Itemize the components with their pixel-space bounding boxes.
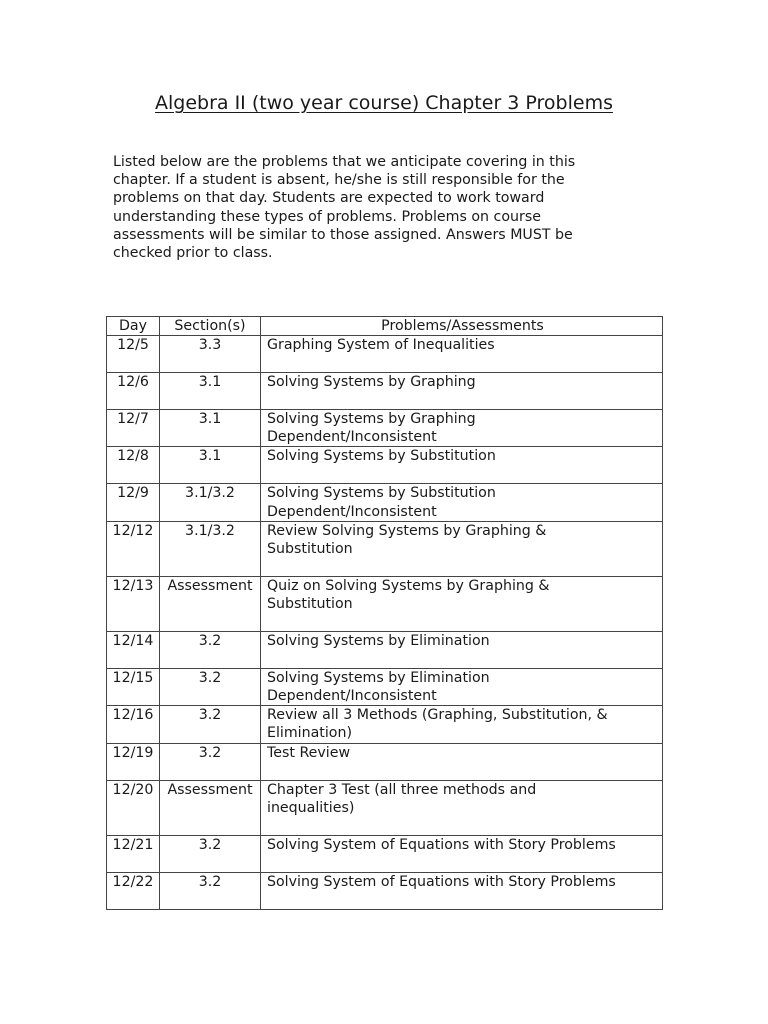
problems-cell: Solving System of Equations with Story Problems xyxy=(261,835,663,872)
page-title: Algebra II (two year course) Chapter 3 Problems xyxy=(155,92,613,114)
problems-cell: Solving Systems by Substitution Dependent/Inconsistent xyxy=(261,484,663,521)
section-cell: 3.1/3.2 xyxy=(160,521,261,576)
problems-cell: Solving Systems by Elimination Dependent/Inconsistent xyxy=(261,668,663,705)
schedule-body xyxy=(107,336,663,910)
day-cell: 12/19 xyxy=(107,743,160,780)
table-row xyxy=(107,743,663,780)
problems-cell: Solving Systems by Graphing xyxy=(261,373,663,410)
section-cell: 3.1 xyxy=(160,410,261,447)
table-row xyxy=(107,447,663,484)
problems-cell: Solving Systems by Elimination xyxy=(261,631,663,668)
day-cell: 12/8 xyxy=(107,447,160,484)
section-cell: 3.3 xyxy=(160,336,261,373)
problems-cell: Solving Systems by Substitution xyxy=(261,447,663,484)
day-cell: 12/21 xyxy=(107,835,160,872)
section-cell: 3.2 xyxy=(160,743,261,780)
section-cell: Assessment xyxy=(160,780,261,835)
section-cell: Assessment xyxy=(160,576,261,631)
day-cell: 12/9 xyxy=(107,484,160,521)
table-row xyxy=(107,484,663,521)
table-header-row xyxy=(107,317,663,336)
schedule-table xyxy=(106,316,663,910)
table-row xyxy=(107,410,663,447)
problems-cell: Review all 3 Methods (Graphing, Substitution, & Elimination) xyxy=(261,706,663,743)
section-cell: 3.2 xyxy=(160,835,261,872)
header-day: Day xyxy=(107,317,160,336)
day-cell: 12/16 xyxy=(107,706,160,743)
day-cell: 12/14 xyxy=(107,631,160,668)
day-cell: 12/22 xyxy=(107,872,160,909)
day-cell: 12/20 xyxy=(107,780,160,835)
table-row xyxy=(107,631,663,668)
section-cell: 3.2 xyxy=(160,872,261,909)
table-row xyxy=(107,780,663,835)
section-cell: 3.1/3.2 xyxy=(160,484,261,521)
table-row xyxy=(107,521,663,576)
table-row xyxy=(107,668,663,705)
day-cell: 12/6 xyxy=(107,373,160,410)
section-cell: 3.1 xyxy=(160,447,261,484)
day-cell: 12/7 xyxy=(107,410,160,447)
problems-cell: Quiz on Solving Systems by Graphing & Substitution xyxy=(261,576,663,631)
section-cell: 3.2 xyxy=(160,706,261,743)
table-row xyxy=(107,373,663,410)
problems-cell: Chapter 3 Test (all three methods and inequalities) xyxy=(261,780,663,835)
table-row xyxy=(107,706,663,743)
day-cell: 12/15 xyxy=(107,668,160,705)
table-row xyxy=(107,576,663,631)
table-row xyxy=(107,872,663,909)
problems-cell: Solving System of Equations with Story Problems xyxy=(261,872,663,909)
intro-paragraph: Listed below are the problems that we anticipate covering in this chapter. If a student is absent, he/she is still responsible for the problems on that day. Students are expected to work toward understanding these types of problems. Problems on course assessments will be similar to those assigned. Answers MUST be checked prior to class. xyxy=(113,154,576,262)
day-cell: 12/12 xyxy=(107,521,160,576)
header-section: Section(s) xyxy=(160,317,261,336)
day-cell: 12/13 xyxy=(107,576,160,631)
header-problems: Problems/Assessments xyxy=(261,317,663,336)
day-cell: 12/5 xyxy=(107,336,160,373)
problems-cell: Test Review xyxy=(261,743,663,780)
problems-cell: Solving Systems by Graphing Dependent/Inconsistent xyxy=(261,410,663,447)
section-cell: 3.2 xyxy=(160,631,261,668)
table-row xyxy=(107,336,663,373)
table-row xyxy=(107,835,663,872)
problems-cell: Review Solving Systems by Graphing & Substitution xyxy=(261,521,663,576)
section-cell: 3.1 xyxy=(160,373,261,410)
problems-cell: Graphing System of Inequalities xyxy=(261,336,663,373)
section-cell: 3.2 xyxy=(160,668,261,705)
